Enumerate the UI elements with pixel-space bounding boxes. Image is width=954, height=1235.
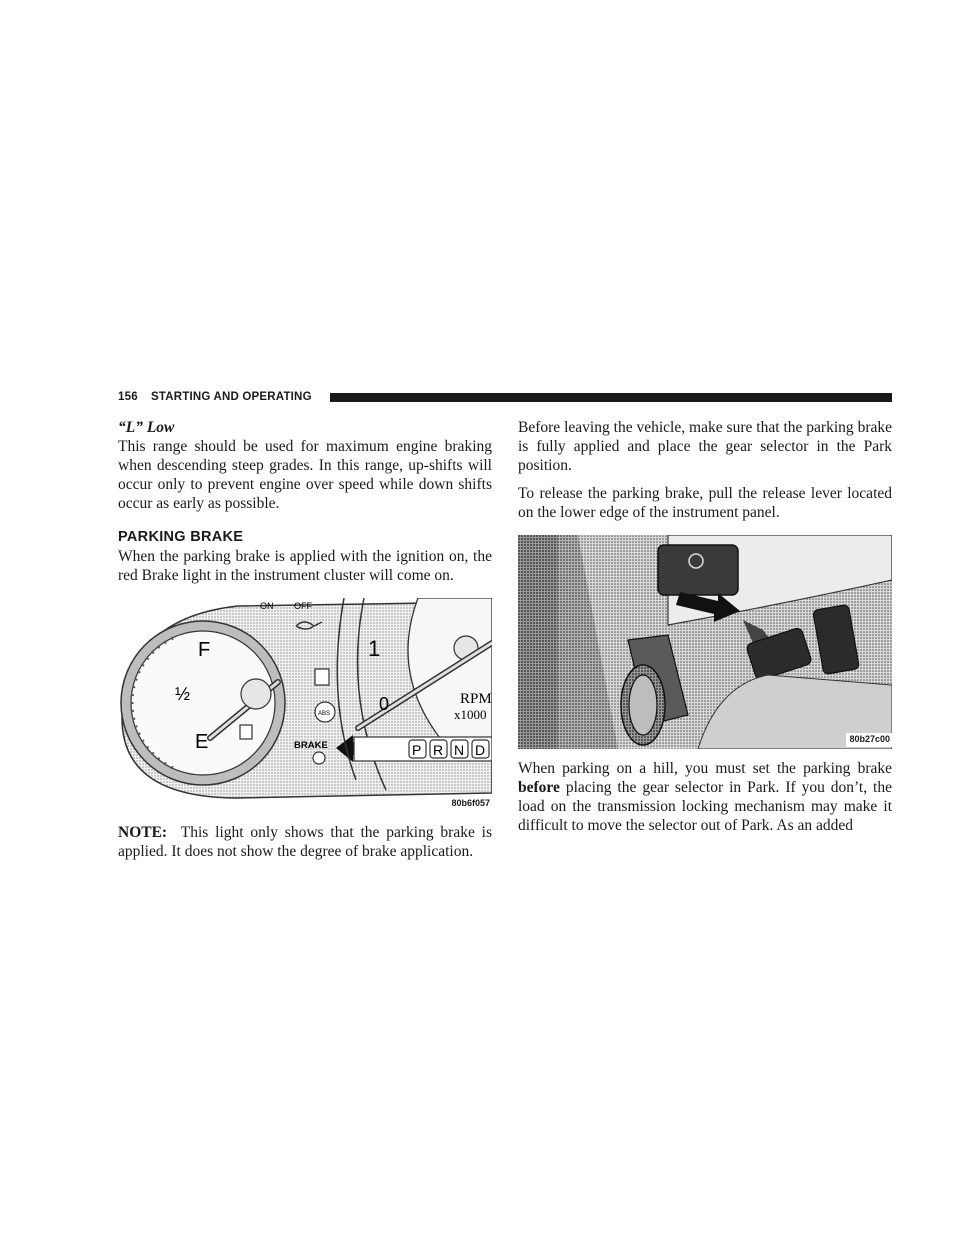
rpm-unit-label: x1000 [454,707,487,722]
low-paragraph: This range should be used for maximum engine braking when descending steep grades. In this range, up-shifts will occur only to prevent engine over speed while down shifts occur as early as possible. [118,438,492,512]
fuel-empty-label: E [195,731,209,753]
abs-label: ABS [318,711,331,717]
right-column [518,418,892,835]
low-subheading: “L” Low [118,419,175,436]
hill-text-pre: When parking on a hill, you must set the parking brake [518,760,892,777]
release-lever-illustration [518,535,892,749]
page-header [118,389,892,407]
rpm-label: RPM [460,691,492,707]
left-column [118,418,492,861]
fuel-door-icon [315,669,329,685]
figure-caption: 80b27c00 [849,734,890,744]
page-number: 156 [118,391,138,403]
brake-light-paragraph: When the parking brake is applied with the ignition on, the red Brake light in the instrument cluster will come on. [118,548,492,584]
gear-n: N [454,742,465,758]
note-paragraph [118,823,492,861]
note-text: This light only shows that the parking brake is applied. It does not show the degree of brake application. [118,824,493,860]
off-label: OFF [294,601,312,611]
hill-text-post: placing the gear selector in Park. If you don’t, the load on the transmission locking mechanism may make it difficult to move the selector out of Park. As an added [518,779,892,834]
tach-zero-label: 0 [379,694,390,714]
fuel-half-label: ½ [175,684,191,704]
gear-d: D [475,742,486,758]
hill-text-bold: before [518,779,560,796]
parking-brake-heading: PARKING BRAKE [118,529,244,545]
header-rule [330,393,892,402]
release-lever-figure [518,535,892,749]
section-title: STARTING AND OPERATING [151,391,312,403]
hill-parking-paragraph [518,759,892,835]
note-label: NOTE: [118,824,168,841]
instrument-cluster-illustration [118,598,492,813]
leaving-vehicle-paragraph: Before leaving the vehicle, make sure that the parking brake is fully applied and place the gear selector in the Park position. [518,419,892,474]
on-label: ON [260,601,274,611]
release-brake-paragraph: To release the parking brake, pull the release lever located on the lower edge of the instrument panel. [518,485,892,521]
brake-warning-icon [313,752,325,764]
fuel-full-label: F [198,639,211,661]
tach-one-label: 1 [368,636,381,661]
gear-p: P [412,742,422,758]
figure-caption: 80b6f057 [451,798,490,808]
brake-label: BRAKE [294,740,328,751]
instrument-cluster-figure [118,598,492,813]
gear-r: R [433,742,444,758]
fuel-pump-icon [240,725,252,739]
